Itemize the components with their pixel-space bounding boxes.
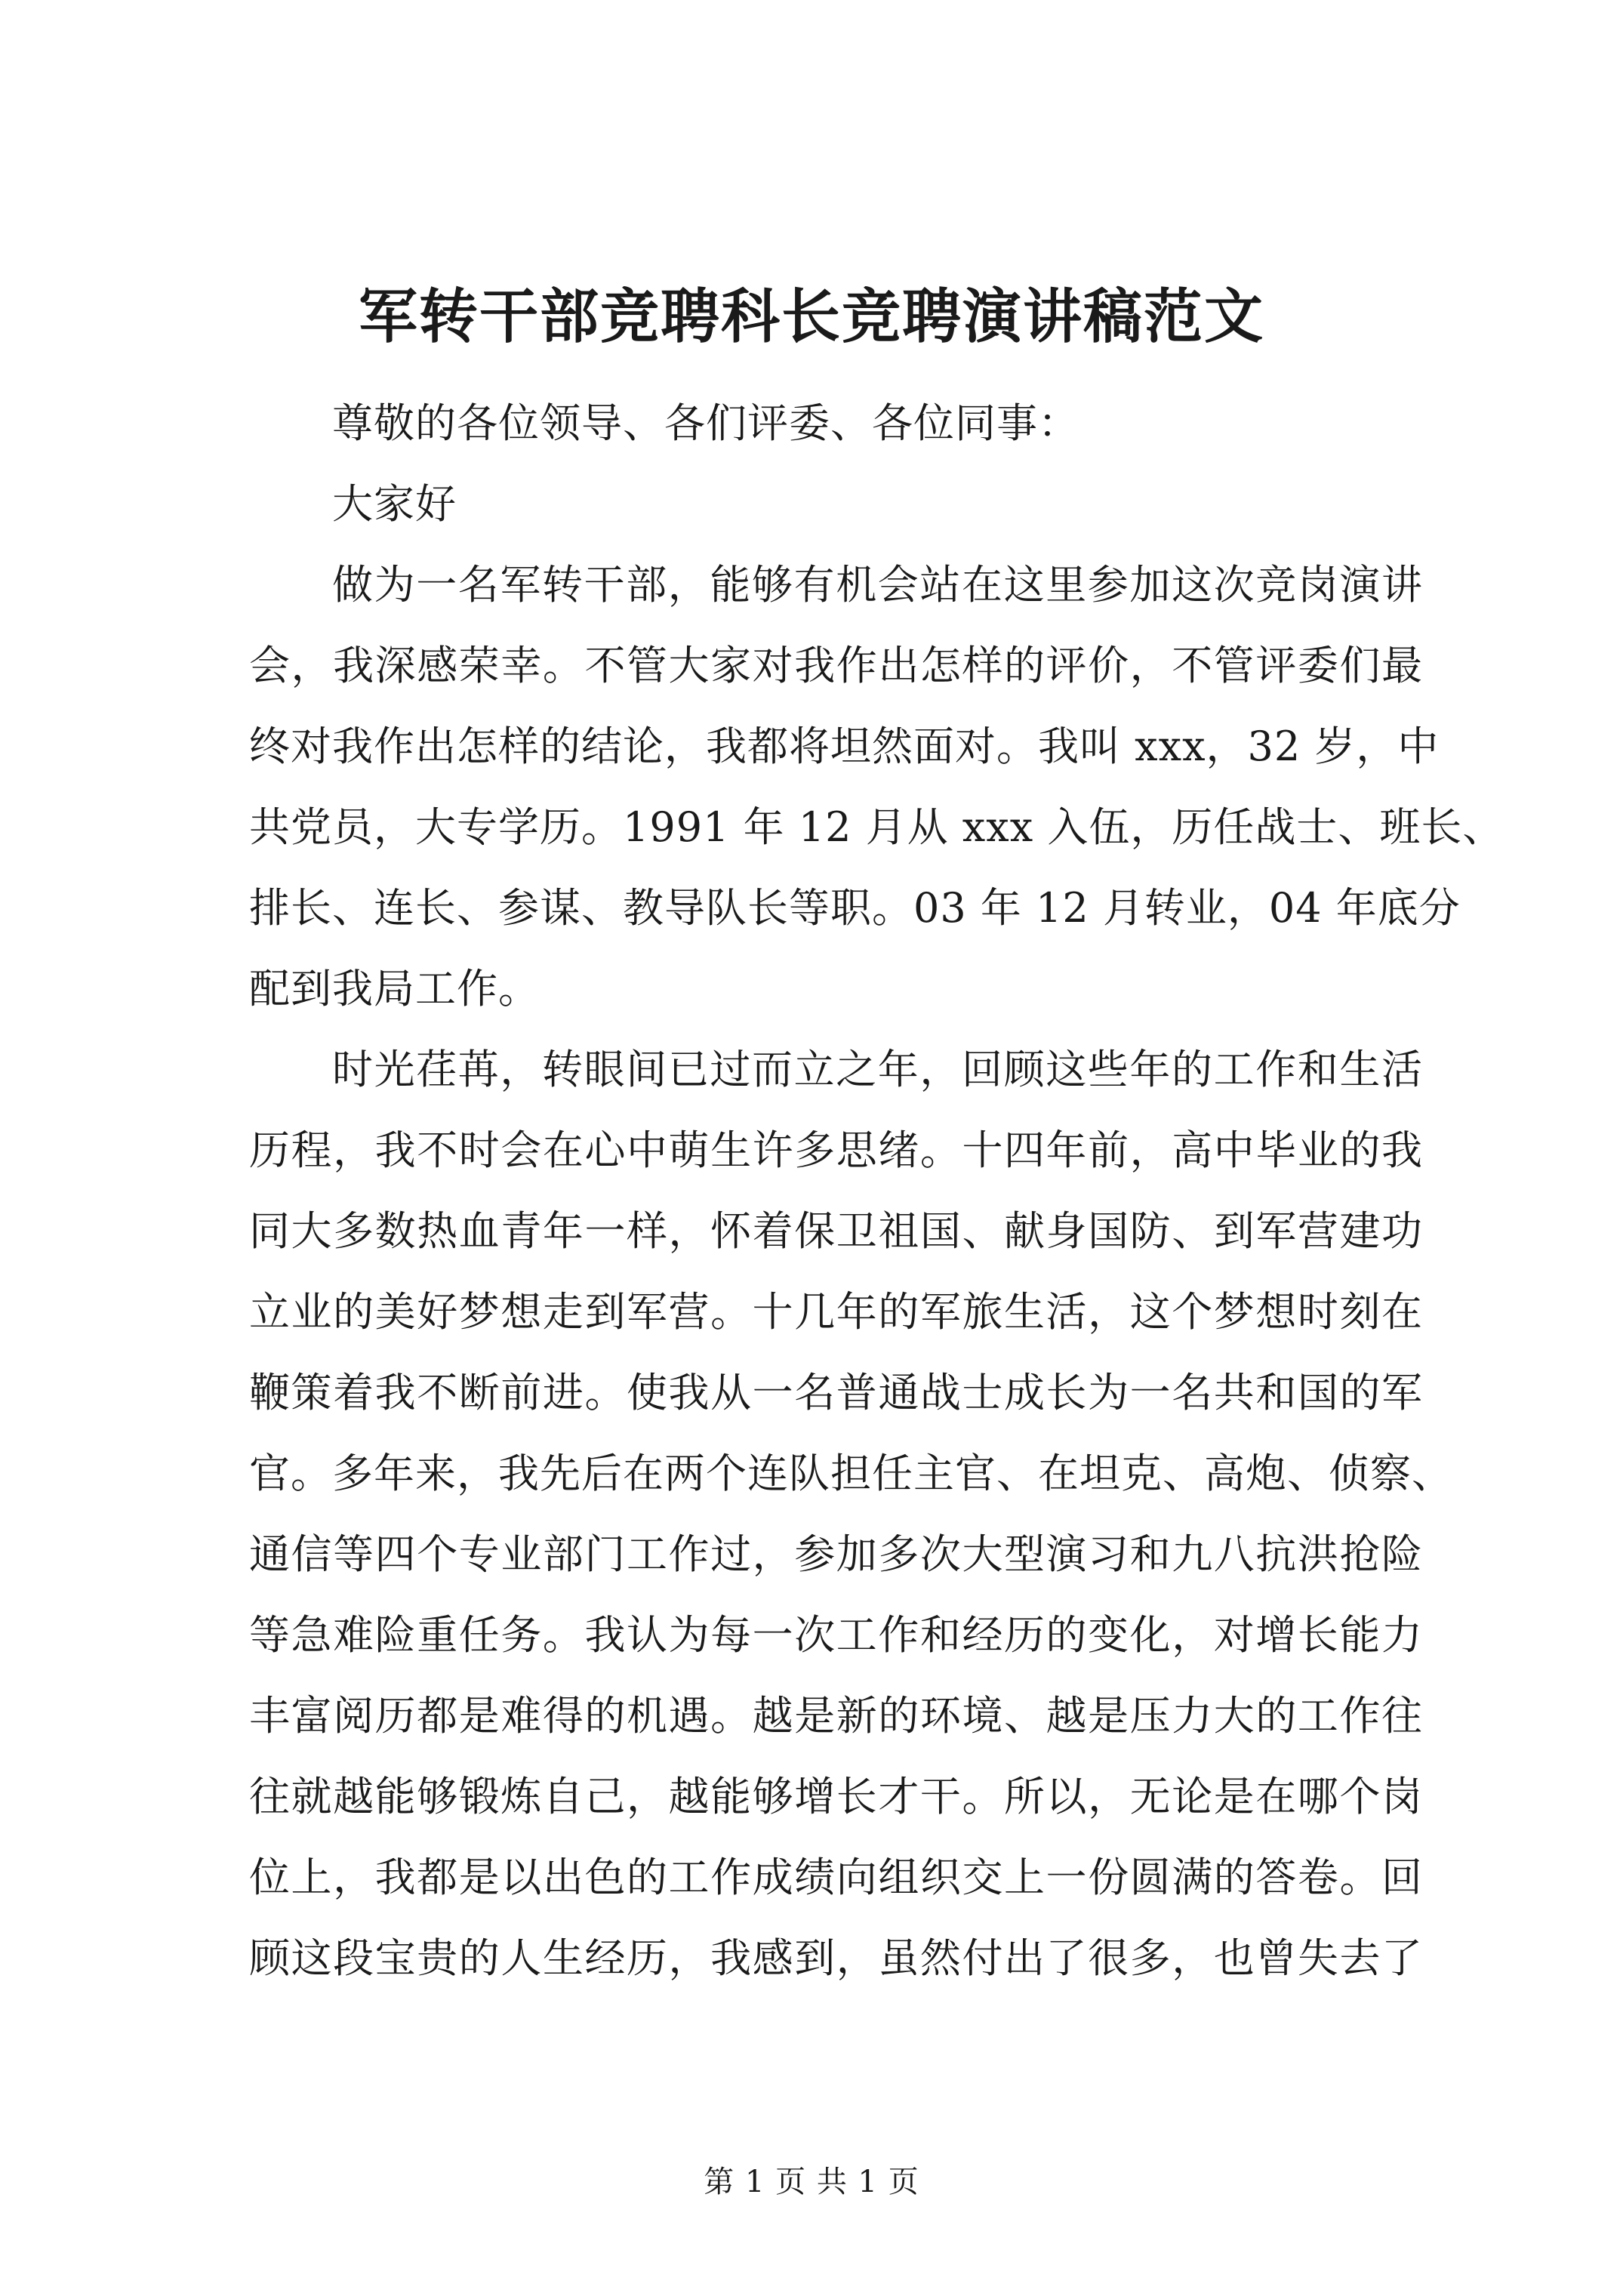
paragraph-line: 时光荏苒，转眼间已过而立之年，回顾这些年的工作和生活 <box>332 1046 1423 1093</box>
paragraph-line: 通信等四个专业部门工作过，参加多次大型演习和九八抗洪抢险 <box>249 1530 1423 1578</box>
paragraph-1 <box>249 544 1504 1029</box>
paragraph-line: 立业的美好梦想走到军营。十几年的军旅生活，这个梦想时刻在 <box>249 1288 1423 1336</box>
document-body <box>249 383 1504 1999</box>
paragraph-line: 会，我深感荣幸。不管大家对我作出怎样的评价，不管评委们最 <box>249 642 1423 689</box>
paragraph-line: 终对我作出怎样的结论，我都将坦然面对。我叫 xxx，32 岁，中 <box>249 723 1440 770</box>
paragraph-line: 等急难险重任务。我认为每一次工作和经历的变化，对增长能力 <box>249 1611 1423 1659</box>
document-title: 军转干部竞聘科长竞聘演讲稿范文 <box>358 282 1264 351</box>
page-footer: 第 1 页 共 1 页 <box>704 2165 919 2199</box>
paragraph-line: 往就越能够锻炼自己，越能够增长才干。所以，无论是在哪个岗 <box>249 1773 1423 1820</box>
paragraph-line: 同大多数热血青年一样，怀着保卫祖国、献身国防、到军营建功 <box>249 1207 1423 1255</box>
paragraph-line: 鞭策着我不断前进。使我从一名普通战士成长为一名共和国的军 <box>249 1369 1423 1416</box>
greeting-line: 尊敬的各位领导、各们评委、各位同事： <box>332 399 1079 447</box>
paragraph-line: 丰富阅历都是难得的机遇。越是新的环境、越是压力大的工作往 <box>249 1692 1423 1740</box>
paragraph-line: 共党员，大专学历。1991 年 12 月从 xxx 入伍，历任战士、班长、 <box>249 803 1504 851</box>
paragraph-line: 官。多年来，我先后在两个连队担任主官、在坦克、高炮、侦察、 <box>249 1450 1453 1497</box>
paragraph-line: 顾这段宝贵的人生经历，我感到，虽然付出了很多，也曾失去了 <box>249 1934 1423 1982</box>
paragraph-line: 历程，我不时会在心中萌生许多思绪。十四年前，高中毕业的我 <box>249 1126 1423 1174</box>
paragraph-2 <box>249 1029 1453 1999</box>
paragraph-line: 做为一名军转干部，能够有机会站在这里参加这次竞岗演讲 <box>332 561 1423 609</box>
paragraph-line: 位上，我都是以出色的工作成绩向组织交上一份圆满的答卷。回 <box>249 1854 1423 1901</box>
paragraph-line: 排长、连长、参谋、教导队长等职。03 年 12 月转业，04 年底分 <box>249 884 1461 932</box>
hello-line: 大家好 <box>332 480 457 528</box>
paragraph-line: 配到我局工作。 <box>249 965 540 1012</box>
